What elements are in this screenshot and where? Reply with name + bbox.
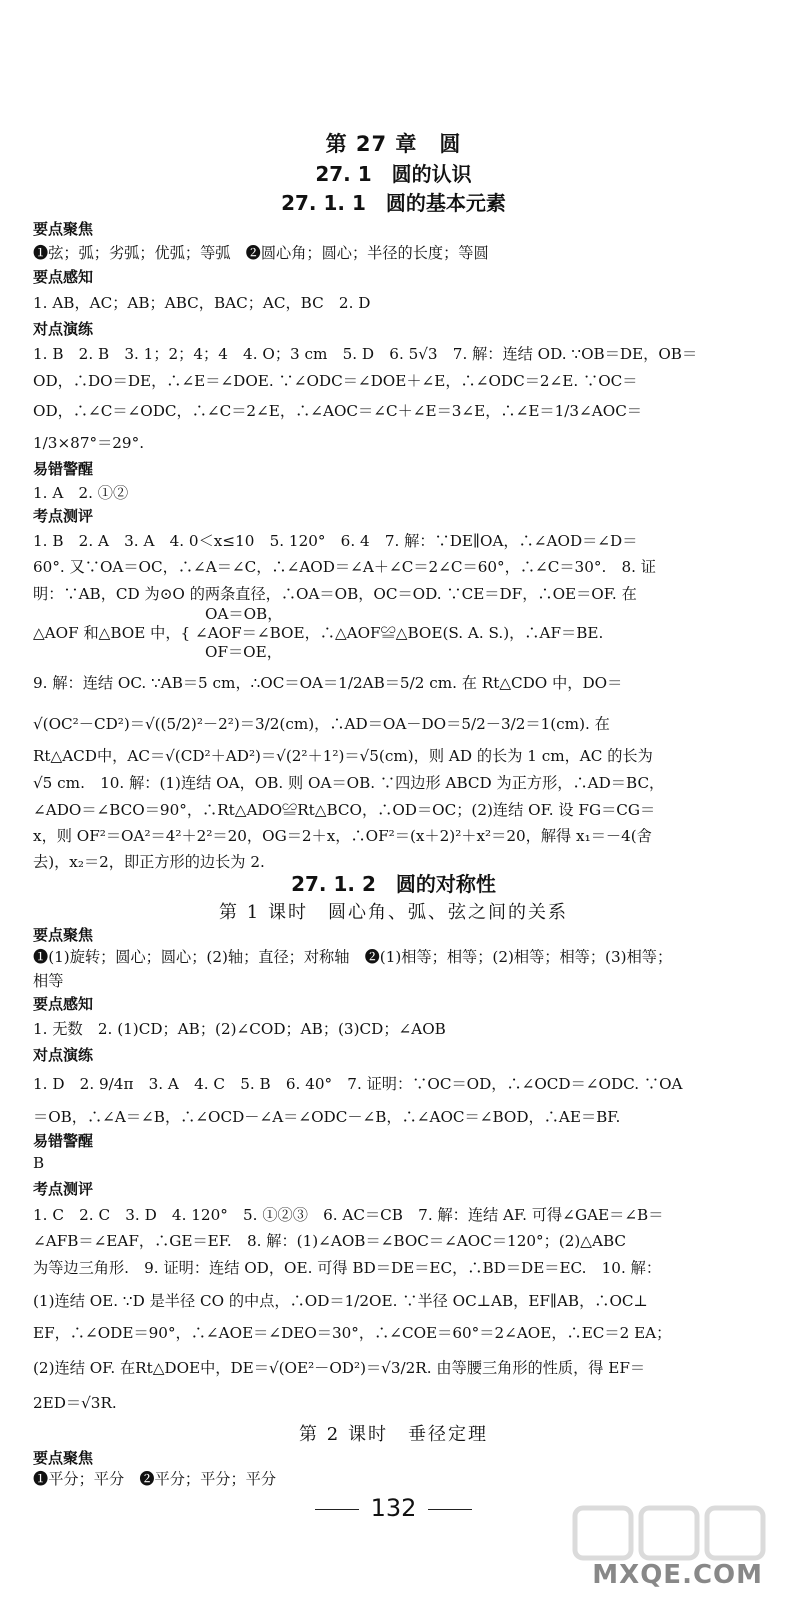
answer-line: ∠ADO＝∠BCO＝90°，∴Rt△ADO≌Rt△BCO，∴OD＝OC；(2)连结 OF. 设 FG＝CG＝ [33, 801, 656, 819]
label-assessment: 考点测评 [33, 1180, 94, 1198]
answer-line: 1. AB，AC；AB；ABC，BAC；AC，BC 2. D [33, 294, 371, 312]
lesson-title-2: 第 2 课时 垂径定理 [299, 1424, 488, 1445]
watermark-text: MXQE.COM [592, 1560, 763, 1590]
label-key-points: 要点聚焦 [33, 926, 94, 944]
answer-line: EF，∴∠ODE＝90°，∴∠AOE＝∠DEO＝30°，∴∠COE＝60°＝2∠AOE，∴EC＝2 EA； [33, 1324, 672, 1342]
answer-line: 1/3×87°＝29°. [33, 434, 145, 452]
answer-line: OD，∴∠C＝∠ODC，∴∠C＝2∠E，∴∠AOC＝∠C＋∠E＝3∠E，∴∠E＝1/3∠AOC＝ [33, 402, 642, 420]
answer-line: B [33, 1154, 45, 1172]
lesson-title-1: 第 1 课时 圆心角、弧、弦之间的关系 [219, 902, 568, 923]
answer-line: 1. D 2. 9/4π 3. A 4. C 5. B 6. 40° 7. 证明：∵OC＝OD，∴∠OCD＝∠ODC. ∵OA [33, 1075, 683, 1093]
subsection-title-2: 27. 1. 2 圆的对称性 [291, 872, 496, 896]
answer-line: (2)连结 OF. 在Rt△DOE中，DE＝√(OE²－OD²)＝√3/2R. 由等腰三角形的性质，得 EF＝ [33, 1359, 646, 1377]
answer-line: ❶弦；弧；劣弧；优弧；等弧 ❷圆心角；圆心；半径的长度；等圆 [33, 244, 489, 262]
page-number-text: 132 [370, 1494, 417, 1522]
answer-line: △AOF 和△BOE 中，{ ∠AOF＝∠BOE，∴△AOF≌△BOE(S. A. S.)，∴AF＝BE. [33, 624, 604, 642]
answer-line: 2ED＝√3R. [33, 1394, 117, 1412]
answer-line: (1)连结 OE. ∵D 是半径 CO 的中点，∴OD＝1/2OE. ∵半径 OC⊥AB，EF∥AB，∴OC⊥ [33, 1292, 648, 1310]
answer-line: ∠AFB＝∠EAF，∴GE＝EF. 8. 解：(1)∠AOB＝∠BOC＝∠AOC＝120°；(2)△ABC [33, 1232, 627, 1250]
answer-line: ＝OB，∴∠A＝∠B，∴∠OCD－∠A＝∠ODC－∠B，∴∠AOC＝∠BOD，∴AE＝BF. [33, 1108, 621, 1126]
answer-line: Rt△ACD中，AC＝√(CD²＋AD²)＝√(2²＋1²)＝√5(cm)，则 AD 的长为 1 cm，AC 的长为 [33, 747, 653, 765]
answer-line: ❶(1)旋转；圆心；圆心；(2)轴；直径；对称轴 ❷(1)相等；相等；(2)相等；相等；(3)相等； [33, 948, 673, 966]
brace-line: OA＝OB， [205, 605, 283, 623]
answer-line: 去)，x₂＝2，即正方形的边长为 2. [33, 853, 265, 871]
answer-line: 1. C 2. C 3. D 4. 120° 5. ①②③ 6. AC＝CB 7. 解：连结 AF. 可得∠GAE＝∠B＝ [33, 1206, 664, 1224]
answer-line: 1. B 2. B 3. 1；2；4；4 4. O；3 cm 5. D 6. 5√3 7. 解：连结 OD. ∵OB＝DE，OB＝ [33, 345, 698, 363]
answer-line: √5 cm. 10. 解：(1)连结 OA，OB. 则 OA＝OB. ∵四边形 ABCD 为正方形，∴AD＝BC， [33, 774, 665, 792]
brace-line: OF＝OE， [205, 643, 282, 661]
label-key-points: 要点聚焦 [33, 220, 94, 238]
label-perception: 要点感知 [33, 268, 94, 286]
subsection-title-1: 27. 1. 1 圆的基本元素 [281, 191, 506, 215]
label-practice: 对点演练 [33, 320, 94, 338]
label-warning: 易错警醒 [33, 1132, 94, 1150]
label-warning: 易错警醒 [33, 460, 94, 478]
answer-line: 9. 解：连结 OC. ∵AB＝5 cm，∴OC＝OA＝1/2AB＝5/2 cm. 在 Rt△CDO 中，DO＝ [33, 674, 623, 692]
dash-left [315, 1509, 359, 1510]
answer-line: 相等 [33, 972, 64, 990]
answer-line: x，则 OF²＝OA²＝4²＋2²＝20，OG＝2＋x，∴OF²＝(x＋2)²＋x²＝20，解得 x₁＝－4(舍 [33, 827, 652, 845]
label-assessment: 考点测评 [33, 507, 94, 525]
answer-line: OD，∴DO＝DE，∴∠E＝∠DOE. ∵∠ODC＝∠DOE＋∠E，∴∠ODC＝2∠E. ∵OC＝ [33, 372, 638, 390]
chapter-title: 第 27 章 圆 [325, 132, 462, 156]
answer-line: 1. A 2. ①② [33, 484, 129, 502]
answer-line: 1. B 2. A 3. A 4. 0＜x≤10 5. 120° 6. 4 7. 解：∵DE∥OA，∴∠AOD＝∠D＝ [33, 532, 638, 550]
label-perception: 要点感知 [33, 995, 94, 1013]
answer-line: 为等边三角形. 9. 证明：连结 OD，OE. 可得 BD＝DE＝EC，∴BD＝DE＝EC. 10. 解： [33, 1259, 662, 1277]
section-title: 27. 1 圆的认识 [315, 162, 472, 186]
answer-line: 1. 无数 2. (1)CD；AB；(2)∠COD；AB；(3)CD；∠AOB [33, 1020, 446, 1038]
answer-line: 60°. 又∵OA＝OC，∴∠A＝∠C，∴∠AOD＝∠A＋∠C＝2∠C＝60°，∴∠C＝30°. 8. 证 [33, 558, 656, 576]
label-key-points: 要点聚焦 [33, 1449, 94, 1467]
answer-line: 明：∵AB，CD 为⊙O 的两条直径，∴OA＝OB，OC＝OD. ∵CE＝DF，∴OE＝OF. 在 [33, 585, 637, 603]
answer-line: √(OC²－CD²)＝√((5/2)²－2²)＝3/2(cm)，∴AD＝OA－DO＝5/2－3/2＝1(cm). 在 [33, 715, 610, 733]
answer-line: ❶平分；平分 ❷平分；平分；平分 [33, 1470, 276, 1488]
label-practice: 对点演练 [33, 1046, 94, 1064]
dash-right [428, 1509, 472, 1510]
